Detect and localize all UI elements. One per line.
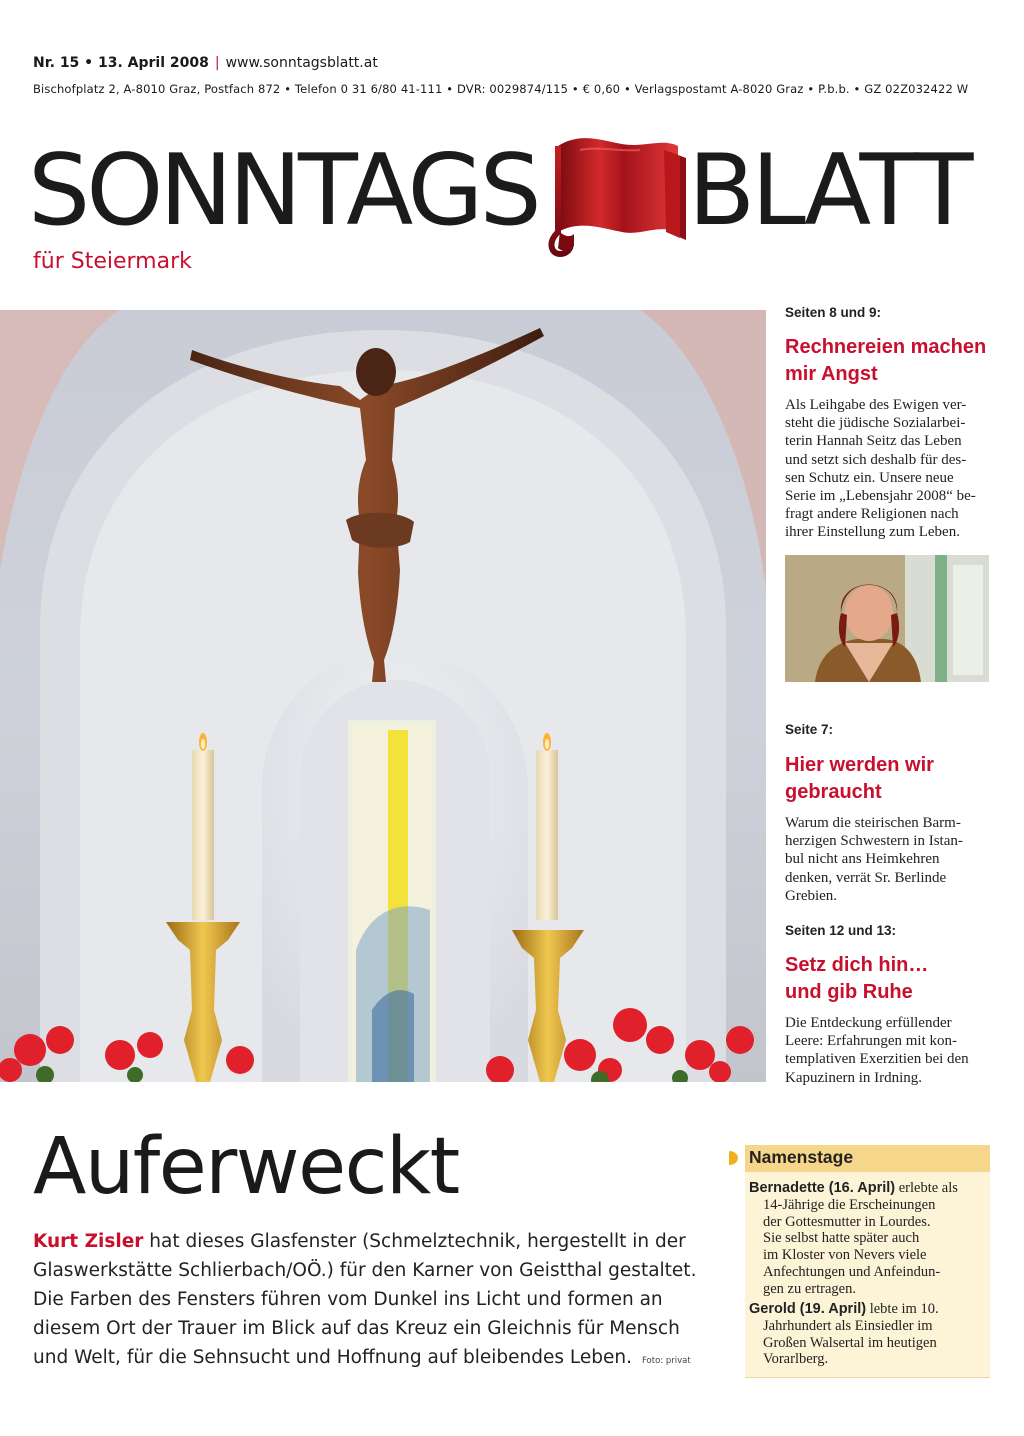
article-title-1-line: mir Angst	[785, 363, 878, 385]
nt-text: erlebte als	[895, 1180, 958, 1196]
text-line: Warum die steirischen Barm-	[785, 815, 961, 831]
text-line: Grebien.	[785, 887, 838, 904]
text-line: templativen Exerzitien bei den	[785, 1051, 969, 1068]
nt-text: lebte im 10.	[866, 1301, 939, 1317]
text-line: Leere: Erfahrungen mit kon-	[785, 1033, 958, 1050]
nt-line: im Kloster von Nevers viele	[763, 1247, 927, 1264]
crucifix-window-photo	[0, 310, 766, 1082]
nt-name: Gerold (19. April)	[749, 1301, 867, 1317]
namenstag-entry-bernadette	[749, 1180, 984, 1298]
article-pages-1: Seiten 8 und 9:	[785, 305, 882, 320]
header-separator: |	[214, 55, 220, 71]
feature-lead	[33, 1227, 713, 1376]
lead-line	[33, 1227, 713, 1256]
bullet-icon	[727, 1150, 739, 1170]
nt-line: Vorarlberg.	[763, 1351, 829, 1368]
article-title-2[interactable]	[785, 752, 1010, 806]
text-line: bul nicht ans Heimkehren	[785, 851, 940, 868]
feature-headline: Auferweckt	[33, 1122, 459, 1212]
text-line: Als Leihgabe des Ewigen ver-	[785, 397, 967, 413]
lead-text: hat dieses Glasfenster (Schmelztechnik, hergestellt in der	[143, 1231, 686, 1252]
issue-number-date: Nr. 15 • 13. April 2008	[33, 55, 209, 71]
nt-first-line	[749, 1180, 984, 1197]
masthead-right: BLATT	[688, 134, 970, 248]
lead-line: Glaswerkstätte Schlierbach/OÖ.) für den Karner von Geistthal gestaltet.	[33, 1260, 697, 1281]
red-book-icon	[540, 128, 690, 262]
nt-line: der Gottesmutter in Lourdes.	[763, 1213, 931, 1230]
text-line: steht die jüdische Sozialarbei-	[785, 415, 966, 432]
article-title-2-line: gebraucht	[785, 781, 882, 803]
article-pages-3: Seiten 12 und 13:	[785, 923, 897, 938]
lead-line: Die Farben des Fensters führen vom Dunkel ins Licht und formen an	[33, 1289, 663, 1310]
masthead-left: SONNTAGS	[28, 134, 538, 248]
text-line: ihrer Einstellung zum Leben.	[785, 524, 960, 541]
lead-line: diesem Ort der Trauer im Blick auf das Kreuz ein Gleichnis für Mensch	[33, 1318, 680, 1339]
article-title-3-line: Setz dich hin…	[785, 954, 929, 976]
website-link[interactable]: www.sonntagsblatt.at	[225, 55, 378, 71]
nt-name: Bernadette (16. April)	[749, 1180, 896, 1196]
article-title-1-line: Rechnereien machen	[785, 336, 987, 358]
article-text-3	[785, 1014, 993, 1087]
issue-line	[33, 55, 378, 71]
text-line: terin Hannah Seitz das Leben	[785, 433, 962, 450]
text-line: fragt andere Religionen nach	[785, 506, 959, 523]
address-line: Bischofplatz 2, A-8010 Graz, Postfach 872 • Telefon 0 31 6/80 41-111 • DVR: 0029874/115 • € 0,60 • Verlagspostamt A-8020 Graz • P.b.b. • GZ 02Z032422 W	[33, 82, 969, 96]
article-title-3[interactable]	[785, 952, 1010, 1006]
masthead-subtitle: für Steiermark	[33, 249, 192, 274]
author-name: Kurt Zisler	[33, 1231, 144, 1252]
nt-line: Jahrhundert als Einsiedler im	[763, 1317, 933, 1334]
article-title-1[interactable]	[785, 334, 1010, 388]
nt-first-line	[749, 1301, 984, 1318]
lead-line	[33, 1343, 713, 1376]
text-line: Die Entdeckung erfüllender	[785, 1015, 952, 1031]
text-line: herzigen Schwestern in Istan-	[785, 833, 963, 850]
article-text-1	[785, 396, 993, 542]
portrait-photo	[785, 555, 989, 682]
photo-credit: Foto: privat	[641, 1356, 691, 1366]
article-pages-2: Seite 7:	[785, 722, 834, 737]
text-line: Serie im „Lebensjahr 2008“ be-	[785, 488, 976, 505]
text-line: sen Schutz ein. Unsere neue	[785, 469, 954, 486]
nt-line: Sie selbst hatte später auch	[763, 1230, 920, 1247]
text-line: Kapuzinern in Irdning.	[785, 1069, 923, 1086]
article-title-3-line: und gib Ruhe	[785, 981, 913, 1003]
article-text-2	[785, 814, 993, 905]
namenstag-entry-gerold	[749, 1301, 984, 1368]
nt-line: 14-Jährige die Erscheinungen	[763, 1196, 936, 1213]
text-line: und setzt sich deshalb für des-	[785, 451, 967, 468]
nt-line: Anfechtungen und Anfeindun-	[763, 1263, 941, 1280]
lead-text: und Welt, für die Sehnsucht und Hoffnung auf bleibendes Leben.	[33, 1347, 632, 1368]
text-line: denken, verrät Sr. Berlinde	[785, 869, 947, 886]
nt-line: gen zu ertragen.	[763, 1280, 856, 1297]
namenstage-title: Namenstage	[749, 1147, 854, 1167]
nt-line: Großen Walsertal im heutigen	[763, 1334, 937, 1351]
article-title-2-line: Hier werden wir	[785, 754, 934, 776]
